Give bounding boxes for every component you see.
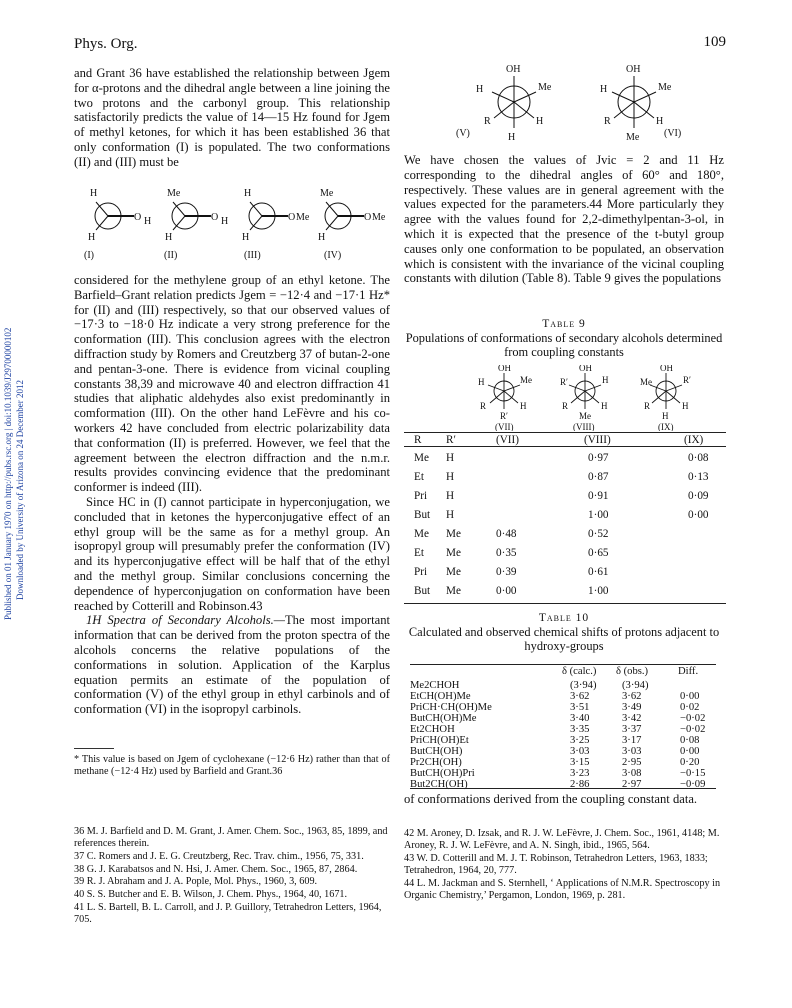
table10-caption: [404, 611, 724, 653]
svg-text:OH: OH: [660, 365, 673, 373]
t9-header-viii: (VIII): [584, 434, 611, 446]
table9-caption: [404, 317, 724, 359]
svg-text:Me: Me: [520, 375, 532, 385]
reference-item: 40 S. S. Butcher and E. B. Wilson, J. Chem. Phys., 1964, 40, 1671.: [74, 889, 348, 901]
table10-cell: −0·02: [680, 713, 706, 724]
svg-text:O: O: [211, 212, 219, 223]
table9-cell: Me: [446, 547, 461, 559]
mol-label-I: (I): [84, 250, 94, 261]
running-head: Phys. Org.: [74, 36, 138, 52]
svg-text:O: O: [134, 212, 142, 223]
table9-cell: H: [446, 471, 455, 483]
table10-cell: (3·94): [570, 680, 597, 691]
table10-cell: 3·37: [622, 724, 642, 735]
reference-list-left: [74, 826, 390, 927]
table9-cell: Et: [414, 547, 424, 559]
table10-cell: 0·20: [680, 757, 700, 768]
svg-text:H: H: [221, 216, 229, 227]
table10-cell: 3·08: [622, 768, 642, 779]
t9-header-r: R: [414, 434, 422, 446]
body-paragraph: and Grant 36 have established the relationship between Jgem for α-protons and the dihedral angle between a line joining the two protons and the carbonyl group. This relationship satisfactorily predicts the value of 14—15 Hz found for Jgem of methyl ketones, for which it has been established 36 that only conformation (I) is populated. The two conformations (II) and (III) must be: [74, 66, 390, 169]
table9-row: [404, 528, 726, 542]
table9-cell: Me: [446, 566, 461, 578]
table9-cell: 0·97: [588, 452, 609, 464]
svg-text:H: H: [520, 401, 527, 411]
table10-top-rule: [410, 664, 716, 665]
table9-title: Populations of conformations of secondary alcohols determined from coupling constants: [405, 331, 723, 359]
svg-text:Me: Me: [579, 411, 591, 421]
section-paragraph: [74, 613, 390, 717]
table10-cell: 3·49: [622, 702, 642, 713]
table9-cell: Pri: [414, 490, 428, 502]
table10-bottom-rule: [410, 788, 716, 789]
svg-text:H: H: [602, 375, 609, 385]
svg-text:Me: Me: [167, 188, 181, 199]
table9-cell: H: [446, 490, 455, 502]
body-paragraph: of conformations derived from the coupling constant data.: [404, 792, 698, 806]
svg-text:Me: Me: [626, 132, 640, 143]
table9-row: [404, 452, 726, 466]
svg-text:H: H: [682, 401, 689, 411]
table10-header-row: [410, 666, 726, 678]
table9-cell: H: [446, 509, 455, 521]
mol-label-VI: (VI): [664, 128, 682, 139]
reference-item: 42 M. Aroney, D. Izsak, and R. J. W. LeFèvre, J. Chem. Soc., 1961, 4148; M. Aroney, R. J. W. LeFèvre, and A. N. Singh, ibid., 1965, 564.: [404, 828, 720, 852]
t10-header-obs: δ (obs.): [616, 666, 649, 677]
table9-cell: 0·48: [496, 528, 517, 540]
table10-cell: 3·62: [622, 691, 642, 702]
svg-text:H: H: [144, 216, 152, 227]
table9-cell: 0·00: [688, 509, 709, 521]
table9-row: [404, 509, 726, 523]
svg-text:R: R: [644, 401, 651, 411]
t9-header-vii: (VII): [496, 434, 519, 446]
svg-text:Me: Me: [658, 82, 672, 93]
table10-row: [410, 779, 726, 791]
svg-text:R′: R′: [500, 411, 508, 421]
mol-label-II: (II): [164, 250, 178, 261]
svg-text:H: H: [318, 232, 326, 243]
left-column-para1: [74, 66, 390, 170]
conformation-diagrams-V-VI: [450, 62, 700, 146]
conformation-diagrams-I-IV: [74, 186, 390, 262]
table10-cell: 2·95: [622, 757, 642, 768]
section-text: The most important information that can be derived from the proton spectra of the alcohols concerns the relative populations of the conformations in solution. Application of the Karplus equation permits an estimate of the population of conformation (V) of the ethyl group in ethyl carbinols and of conformation (VI) in the isopropyl carbinols.: [74, 613, 390, 717]
svg-text:OH: OH: [626, 64, 641, 75]
table9-cell: 0·65: [588, 547, 609, 559]
table10-cell: ButCH(OH)Me: [410, 713, 477, 724]
table10-cell: Et2CHOH: [410, 724, 455, 735]
mol-label-IX: (IX): [658, 422, 674, 431]
table10-cell: 3·25: [570, 735, 590, 746]
svg-text:H: H: [600, 84, 608, 95]
svg-text:H: H: [476, 84, 484, 95]
svg-text:R′: R′: [683, 375, 691, 385]
svg-text:H: H: [478, 377, 485, 387]
table9-bottom-rule: [404, 603, 726, 604]
table10-title: Calculated and observed chemical shifts of protons adjacent to hydroxy-groups: [408, 625, 720, 653]
t10-header-diff: Diff.: [678, 666, 699, 677]
svg-text:H: H: [662, 411, 669, 421]
table10-cell: Me2CHOH: [410, 680, 460, 691]
footnote-rule: [74, 748, 114, 749]
table9-cell: 0·61: [588, 566, 609, 578]
table10-cell: 3·17: [622, 735, 642, 746]
svg-text:H: H: [656, 116, 664, 127]
t9-header-rprime: R′: [446, 434, 456, 446]
reference-item: 39 R. J. Abraham and J. A. Pople, Mol. Phys., 1960, 3, 609.: [74, 876, 318, 888]
svg-text:R: R: [604, 116, 611, 127]
table10-cell: PriCH·CH(OH)Me: [410, 702, 492, 713]
svg-text:H: H: [536, 116, 544, 127]
table9-cell: 0·91: [588, 490, 609, 502]
reference-item: 37 C. Romers and J. E. G. Creutzberg, Rec. Trav. chim., 1956, 75, 331.: [74, 850, 364, 862]
svg-text:H: H: [601, 401, 608, 411]
table9-cell: Me: [446, 585, 461, 597]
reference-item: 38 G. J. Karabatsos and N. Hsi, J. Amer. Chem. Soc., 1965, 87, 2864.: [74, 863, 358, 875]
table9-cell: Me: [446, 528, 461, 540]
mol-label-VIII: (VIII): [573, 422, 595, 431]
table9-cell: Me: [414, 452, 429, 464]
svg-text:H: H: [242, 232, 250, 243]
reference-list-right: [404, 828, 724, 903]
download-watermark: [2, 240, 28, 860]
reference-item: 41 L. S. Bartell, B. L. Carroll, and J. P. Guillory, Tetrahedron Letters, 1964, 705.: [74, 901, 382, 925]
left-column-body: [74, 273, 390, 717]
table10-cell: 3·42: [622, 713, 642, 724]
table10-cell: (3·94): [622, 680, 649, 691]
body-paragraph: considered for the methylene group of an ethyl ketone. The Barfield–Grant relation predicts Jgem = −12·4 and −17·1 Hz* for (II) and (III) respectively, so that our observed values of −17·3 to −18·0 Hz indicate a very strong preference for the conformation (III). This conclusion agrees with the electron diffraction study by Romers and Creutzberg 37 of butan-2-one and pentan-3-one. There is evidence from vicinal coupling constants 38,39 and microwave 40 and electron diffraction 41 studies that aliphatic aldehydes also exist predominantly in comformation (III). On the other hand LeFèvre and his co-workers 42 have concluded from electric polarizability data that conformation (II) is preferred. However, we feel that the agreement between the electron diffraction and the n.m.r. results provides convincing evidence that the predominant conformer is indeed (III).: [74, 273, 390, 495]
table9-cell: 1·00: [588, 585, 609, 597]
table10-cell: But2CH(OH): [410, 779, 468, 790]
table9-header-rule: [404, 446, 726, 447]
table10-cell: 3·51: [570, 702, 590, 713]
svg-text:O: O: [288, 212, 296, 223]
table10-cell: 0·00: [680, 746, 700, 757]
right-column-para2: [404, 792, 724, 807]
footnote-text: * This value is based on Jgem of cyclohexane (−12·6 Hz) rather than that of methane (−12·4 Hz) used by Barfield and Grant.36: [74, 754, 390, 778]
table9-row: [404, 547, 726, 561]
svg-text:Me: Me: [296, 212, 310, 223]
svg-text:R: R: [562, 401, 569, 411]
table9-cell: 0·35: [496, 547, 517, 559]
svg-text:Me: Me: [640, 377, 652, 387]
body-paragraph: We have chosen the values of Jvic = 2 and 11 Hz corresponding to the dihedral angles of 60° and 180°, respectively. These values are in general agreement with the values expected for the parameters.44 More particularly they agree with the values found for 2,2-dimethylpentan-3-ol, in which it is expected that the presence of the t-butyl group causes only one conformation to be populated, an observation which is consistent with the invariance of the vicinal coupling constants with dilution (Table 8). Table 9 gives the populations: [404, 153, 724, 286]
table9-cell: Pri: [414, 566, 428, 578]
table9-cell: But: [414, 509, 431, 521]
svg-text:R′: R′: [560, 377, 568, 387]
table9-cell: 0·00: [496, 585, 517, 597]
svg-text:H: H: [508, 132, 516, 143]
table9-cell: But: [414, 585, 431, 597]
table9-conformers: [470, 365, 700, 431]
table9-row: [404, 566, 726, 580]
svg-text:H: H: [244, 188, 252, 199]
table9-top-rule: [404, 432, 726, 433]
svg-text:O: O: [364, 212, 372, 223]
table10-cell: 2·97: [622, 779, 642, 790]
table10-cell: ButCH(OH)Pri: [410, 768, 475, 779]
table9-cell: 0·08: [688, 452, 709, 464]
svg-text:Me: Me: [320, 188, 334, 199]
svg-text:R: R: [480, 401, 487, 411]
svg-text:R: R: [484, 116, 491, 127]
table10-cell: 3·62: [570, 691, 590, 702]
table9-cell: 0·13: [688, 471, 709, 483]
table10-cell: −0·02: [680, 724, 706, 735]
table10-cell: 3·40: [570, 713, 590, 724]
mol-label-III: (III): [244, 250, 261, 261]
publication-note[interactable]: Published on 01 January 1970 on http://pubs.rsc.org | doi:10.1039/J29700000102: [3, 327, 13, 620]
table10-cell: 0·00: [680, 691, 700, 702]
mol-label-IV: (IV): [324, 250, 342, 261]
table9-row: [404, 490, 726, 504]
svg-text:H: H: [165, 232, 173, 243]
reference-item: 36 M. J. Barfield and D. M. Grant, J. Amer. Chem. Soc., 1963, 85, 1899, and references therein.: [74, 826, 388, 850]
right-column-para1: [404, 153, 724, 286]
table10-cell: 3·35: [570, 724, 590, 735]
page-number: 109: [703, 34, 726, 50]
section-heading: 1H Spectra of Secondary Alcohols.—: [86, 613, 285, 628]
t9-header-ix: (IX): [684, 434, 704, 446]
table10-label: Table 10: [538, 612, 590, 624]
table9-row: [404, 471, 726, 485]
t10-header-calc: δ (calc.): [562, 666, 597, 677]
svg-text:H: H: [90, 188, 98, 199]
table9-row: [404, 585, 726, 599]
svg-text:H: H: [88, 232, 96, 243]
table9-cell: Et: [414, 471, 424, 483]
table10-cell: EtCH(OH)Me: [410, 691, 471, 702]
table10-cell: 2·86: [570, 779, 590, 790]
table10-cell: −0·09: [680, 779, 706, 790]
table10-cell: 3·15: [570, 757, 590, 768]
svg-text:Me: Me: [372, 212, 386, 223]
download-note: Downloaded by University of Arizona on 24 December 2012: [15, 380, 25, 600]
table10-cell: −0·15: [680, 768, 706, 779]
body-paragraph: Since HC in (I) cannot participate in hyperconjugation, we concluded that in ketones the hyperconjugative effect of an ethyl group will be the same as for a methyl group. An isopropyl group will presumably prefer the conformation (IV) and its hyperconjugative effect will be half that of the ethyl and the methyl group. Similar conclusions concerning the dependence of hyperconjugation on conformation have been reached by Cotterill and Robinson.43: [74, 494, 390, 613]
table10-cell: 3·23: [570, 768, 590, 779]
mol-label-V: (V): [456, 128, 470, 139]
table10-cell: Pr2CH(OH): [410, 757, 462, 768]
svg-text:Me: Me: [538, 82, 552, 93]
table9-cell: 1·00: [588, 509, 609, 521]
table10-cell: 0·02: [680, 702, 700, 713]
svg-text:OH: OH: [506, 64, 521, 75]
table9-label: Table 9: [542, 318, 586, 330]
reference-item: 44 L. M. Jackman and S. Sternhell, ‘ Applications of N.M.R. Spectroscopy in Organic Chemistry,’ Pergamon, London, 1969, p. 281.: [404, 877, 721, 902]
table9-cell: 0·52: [588, 528, 609, 540]
table10-cell: 0·08: [680, 735, 700, 746]
reference-item: 43 W. D. Cotterill and M. J. T. Robinson, Tetrahedron Letters, 1963, 1833; Tetrahedron, 1964, 20, 777.: [404, 852, 708, 877]
table10-cell: 3·03: [622, 746, 642, 757]
table9-cell: 0·39: [496, 566, 517, 578]
mol-label-VII: (VII): [495, 422, 514, 431]
table9-cell: 0·09: [688, 490, 709, 502]
table10-cell: ButCH(OH): [410, 746, 463, 757]
table9-cell: 0·87: [588, 471, 609, 483]
svg-text:OH: OH: [498, 365, 511, 373]
footnote: [74, 754, 390, 778]
table10-cell: 3·03: [570, 746, 590, 757]
svg-text:OH: OH: [579, 365, 592, 373]
table9-cell: Me: [414, 528, 429, 540]
table10-cell: PriCH(OH)Et: [410, 735, 469, 746]
table9-cell: H: [446, 452, 455, 464]
